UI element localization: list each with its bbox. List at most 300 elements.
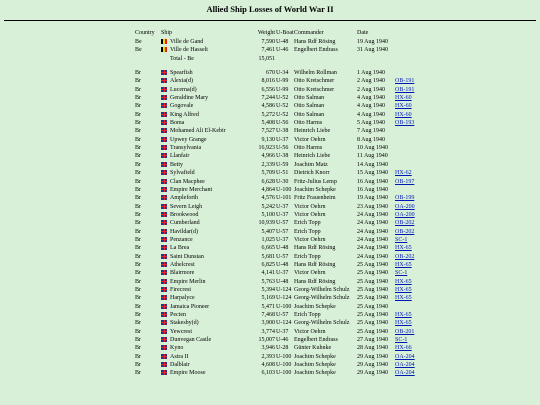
table-row [135, 361, 425, 369]
table-row [135, 102, 425, 110]
date-cell: 19 Aug 1940 [357, 39, 389, 45]
convoy-cell [395, 253, 425, 261]
uboat-cell: U-37 [276, 270, 289, 277]
table-row [135, 86, 425, 94]
convoy-cell [395, 38, 425, 46]
commander-cell: Joachim Schepke [294, 186, 336, 193]
date-cell: 10 Aug 1940 [357, 145, 389, 152]
ship-cell [161, 269, 246, 277]
table-row [135, 219, 425, 227]
convoy-link[interactable]: OB-202 [395, 228, 415, 235]
country-cell: Br [135, 120, 141, 127]
uboat-cell: U-48 [276, 39, 289, 45]
table-row [135, 38, 425, 46]
ship-cell [161, 286, 246, 294]
convoy-link[interactable]: OB-197 [395, 178, 415, 185]
weight-cell: 3,774 [261, 328, 275, 335]
commander-cell: Joachim Schepke [294, 353, 336, 360]
commander-cell: Otto Kretschmer [294, 78, 335, 85]
ship-name: Yewcrest [170, 328, 193, 335]
country-cell: Br [135, 236, 141, 243]
weight-cell: 7,244 [261, 95, 275, 102]
commander-cell: Erich Topp [294, 253, 321, 260]
table-row [135, 261, 425, 269]
ship-name: Gogovale [170, 103, 194, 110]
country-cell: Br [135, 86, 141, 93]
commander-cell: Victor Oehrn [294, 203, 326, 210]
ship-name: Geraldine Mary [170, 95, 209, 102]
uk-flag-icon [161, 120, 167, 125]
convoy-cell [395, 46, 425, 54]
ship-name: Upwey Grange [170, 136, 207, 143]
uboat-cell: U-30 [276, 178, 289, 185]
ship-losses-table [135, 28, 425, 378]
uboat-cell: U-52 [276, 103, 289, 110]
date-cell: 24 Aug 1940 [357, 253, 389, 260]
date-cell: 25 Aug 1940 [357, 328, 389, 335]
convoy-link[interactable]: HX-66 [395, 345, 412, 352]
table-row [135, 244, 425, 252]
weight-cell: 5,169 [261, 295, 275, 302]
table-row [135, 111, 425, 119]
table-row [135, 328, 425, 336]
ship-cell [161, 161, 246, 169]
date-cell: 2 Aug 1940 [357, 86, 386, 93]
convoy-link[interactable]: SC-1 [395, 236, 408, 243]
convoy-link[interactable]: OB-202 [395, 253, 415, 260]
ship-cell [161, 319, 246, 327]
date-cell: 25 Aug 1940 [357, 278, 389, 285]
uboat-cell: U-46 [276, 47, 289, 54]
date-cell: 5 Aug 1940 [357, 120, 386, 127]
ship-cell [161, 344, 246, 352]
convoy-cell [395, 278, 425, 286]
convoy-cell [395, 294, 425, 302]
date-cell: 14 Aug 1940 [357, 161, 389, 168]
uk-flag-icon [161, 112, 167, 117]
convoy-cell [395, 186, 425, 194]
uk-flag-icon [161, 270, 167, 275]
commander-cell: Georg-Wilhelm Schulz [294, 286, 350, 293]
ship-name: Dunvegan Castle [170, 337, 212, 344]
uk-flag-icon [161, 295, 167, 300]
country-cell: Br [135, 362, 141, 369]
ship-cell [161, 46, 246, 54]
table-row [135, 369, 425, 377]
weight-cell: 5,407 [261, 228, 275, 235]
uk-flag-icon [161, 229, 167, 234]
date-cell: 25 Aug 1940 [357, 312, 389, 318]
uboat-cell: U-100 [276, 303, 292, 310]
header-convoy [395, 28, 425, 38]
table-row [135, 228, 425, 236]
ship-cell [161, 38, 246, 46]
weight-cell: 6,628 [261, 178, 275, 185]
uk-flag-icon [161, 128, 167, 133]
convoy-cell [395, 369, 425, 377]
ship-cell [161, 303, 246, 311]
uk-flag-icon [161, 195, 167, 200]
table-row [135, 69, 425, 77]
country-cell: Br [135, 312, 141, 318]
uk-flag-icon [161, 187, 167, 192]
header-country: Country [135, 29, 155, 36]
commander-cell: Wilhelm Rollman [294, 70, 337, 77]
uk-flag-icon [161, 137, 167, 142]
ship-name: Spearfish [170, 70, 193, 77]
ship-cell [161, 353, 246, 361]
ship-name: King Alfred [170, 111, 199, 118]
uboat-cell: U-57 [276, 253, 289, 260]
ship-name: Boma [170, 120, 185, 127]
convoy-link[interactable]: OB-201 [395, 328, 415, 335]
uk-flag-icon [161, 345, 167, 350]
ship-name: Transylvania [170, 145, 202, 152]
date-cell: 24 Aug 1940 [357, 245, 389, 252]
country-cell: Br [135, 128, 141, 135]
convoy-link[interactable]: HX-62 [395, 170, 412, 177]
weight-cell: 5,709 [261, 170, 275, 177]
country-cell: Br [135, 253, 141, 260]
country-cell: Br [135, 245, 141, 252]
ship-name: Severn Leigh [170, 203, 203, 210]
date-cell: 19 Aug 1940 [357, 195, 389, 202]
convoy-link[interactable]: OA-204 [395, 353, 415, 360]
table-row [135, 127, 425, 135]
date-cell: 8 Aug 1940 [357, 136, 386, 143]
uk-flag-icon [161, 370, 167, 375]
ship-name: Lucerna(d) [170, 86, 197, 93]
ship-name: Alexia(d) [170, 78, 193, 85]
ship-name: Pecten [170, 312, 186, 318]
uboat-cell: U-57 [276, 220, 289, 227]
convoy-link[interactable]: HX-60 [395, 95, 412, 102]
ship-cell [161, 77, 246, 85]
convoy-cell [395, 111, 425, 119]
weight-cell: 7,527 [261, 128, 275, 135]
country-cell: Br [135, 170, 141, 177]
ship-name: Brookwood [170, 211, 199, 218]
ship-cell [161, 369, 246, 377]
uk-flag-icon [161, 237, 167, 242]
ship-cell [161, 244, 246, 252]
convoy-cell [395, 86, 425, 94]
ship-cell [161, 294, 246, 302]
commander-cell: Otto Salman [294, 95, 325, 102]
weight-cell: 2,393 [261, 353, 275, 360]
ship-cell [161, 127, 246, 135]
date-cell: 25 Aug 1940 [357, 270, 389, 277]
belgium-flag-icon [161, 47, 167, 52]
uk-flag-icon [161, 212, 167, 217]
uboat-cell: U-37 [276, 236, 289, 243]
commander-cell: Hans Rdf Rösing [294, 278, 336, 285]
uboat-cell: U-100 [276, 353, 292, 360]
country-cell: Br [135, 211, 141, 218]
country-cell: Br [135, 286, 141, 293]
uboat-cell: U-100 [276, 362, 292, 369]
weight-cell: 5,394 [261, 286, 275, 293]
convoy-cell [395, 303, 425, 311]
total-label: Total - Be [170, 55, 194, 62]
weight-cell: 6,556 [261, 86, 275, 93]
ship-cell [161, 111, 246, 119]
ship-name: Clan Macphee [170, 178, 205, 185]
country-cell: Br [135, 145, 141, 152]
table-row [135, 253, 425, 261]
uk-flag-icon [161, 145, 167, 150]
ship-name: Astra II [170, 353, 189, 360]
convoy-link[interactable]: OA-200 [395, 211, 415, 218]
date-cell: 24 Aug 1940 [357, 228, 389, 235]
convoy-cell [395, 136, 425, 144]
uk-flag-icon [161, 179, 167, 184]
commander-cell: Joachim Schepke [294, 370, 336, 377]
title-divider [4, 20, 536, 21]
uboat-cell: U-37 [276, 203, 289, 210]
convoy-link[interactable]: HX-60 [395, 103, 412, 110]
weight-cell: 16,923 [258, 145, 275, 152]
uboat-cell: U-37 [276, 328, 289, 335]
weight-cell: 670 [266, 70, 275, 77]
weight-cell: 2,339 [261, 161, 275, 168]
country-cell: Br [135, 320, 141, 327]
convoy-link[interactable]: SC-1 [395, 337, 408, 344]
ship-cell [161, 236, 246, 244]
convoy-cell [395, 211, 425, 219]
table-row [135, 119, 425, 127]
ship-name: Cumberland [170, 220, 200, 227]
ship-cell [161, 194, 246, 202]
weight-cell: 7,590 [261, 39, 275, 45]
commander-cell: Hans Rdf Rösing [294, 39, 336, 45]
convoy-link[interactable]: SC-1 [395, 270, 408, 277]
date-cell: 24 Aug 1940 [357, 211, 389, 218]
ship-name: Dalblair [170, 362, 190, 369]
ship-cell [161, 69, 246, 77]
weight-cell: 4,608 [261, 362, 275, 369]
ship-name: Ville de Hasselt [170, 47, 208, 54]
convoy-cell [395, 94, 425, 102]
ship-cell [161, 94, 246, 102]
uk-flag-icon [161, 312, 167, 317]
convoy-link[interactable]: OB-191 [395, 78, 415, 85]
ship-name: Penzance [170, 236, 193, 243]
convoy-cell [395, 152, 425, 160]
ship-cell [161, 228, 246, 236]
uboat-cell: U-57 [276, 228, 289, 235]
table-row [135, 203, 425, 211]
convoy-cell [395, 244, 425, 252]
table-row [135, 286, 425, 294]
uk-flag-icon [161, 254, 167, 259]
weight-cell: 5,272 [261, 111, 275, 118]
uk-flag-icon [161, 329, 167, 334]
commander-cell: Otto Harms [294, 120, 323, 127]
ship-cell [161, 178, 246, 186]
uboat-cell: U-124 [276, 295, 292, 302]
ship-cell [161, 152, 246, 160]
commander-cell: Georg-Wilhelm Schulz [294, 295, 350, 302]
convoy-cell [395, 127, 425, 135]
date-cell: 25 Aug 1940 [357, 286, 389, 293]
table-row [135, 336, 425, 344]
convoy-link[interactable]: OB-193 [395, 120, 415, 127]
uboat-cell: U-46 [276, 337, 289, 344]
country-cell: Br [135, 136, 141, 143]
table-row [135, 136, 425, 144]
date-cell: 4 Aug 1940 [357, 111, 386, 118]
country-cell: Br [135, 337, 141, 344]
weight-cell: 6,103 [261, 370, 275, 377]
commander-cell: Dietrich Knorr [294, 170, 330, 177]
uk-flag-icon [161, 304, 167, 309]
uboat-cell: U-48 [276, 278, 289, 285]
convoy-cell [395, 169, 425, 177]
convoy-cell [395, 261, 425, 269]
convoy-link[interactable]: OA-204 [395, 362, 415, 369]
convoy-link[interactable]: HX-65 [395, 312, 412, 318]
uboat-cell: U-34 [276, 70, 289, 77]
country-cell: Br [135, 70, 141, 77]
country-cell: Br [135, 186, 141, 193]
ship-name: Athelcrest [170, 261, 195, 268]
uk-flag-icon [161, 337, 167, 342]
date-cell: 1 Aug 1940 [357, 70, 386, 77]
table-row [135, 46, 425, 54]
uboat-cell: U-101 [276, 195, 292, 202]
ship-cell [161, 169, 246, 177]
convoy-link[interactable]: OA-204 [395, 370, 415, 377]
commander-cell: Joachim Matz [294, 161, 328, 168]
ship-name: Sylvafield [170, 170, 195, 177]
empty-cell [276, 55, 294, 63]
uboat-cell: U-48 [276, 245, 289, 252]
commander-cell: Victor Oehrn [294, 328, 326, 335]
table-row [135, 236, 425, 244]
uk-flag-icon [161, 78, 167, 83]
convoy-cell [395, 269, 425, 277]
table-row [135, 269, 425, 277]
convoy-cell [395, 344, 425, 352]
convoy-link[interactable]: OB-202 [395, 220, 415, 227]
uk-flag-icon [161, 70, 167, 75]
convoy-cell [395, 311, 425, 319]
ship-name: Empire Merlin [170, 278, 206, 285]
ship-cell [161, 102, 246, 110]
convoy-link[interactable]: OB-191 [395, 86, 415, 93]
weight-cell: 3,900 [261, 320, 275, 327]
convoy-link[interactable]: HX-65 [395, 286, 412, 293]
weight-cell: 5,100 [261, 211, 275, 218]
commander-cell: Erich Topp [294, 228, 321, 235]
commander-cell: Victor Oehrn [294, 270, 326, 277]
date-cell: 24 Aug 1940 [357, 236, 389, 243]
convoy-link[interactable]: OA-200 [395, 203, 415, 210]
country-cell: Br [135, 178, 141, 185]
header-weight: Weight [257, 29, 275, 36]
header-date: Date [357, 29, 369, 36]
table-row [135, 319, 425, 327]
date-cell: 29 Aug 1940 [357, 353, 389, 360]
table-header-row [135, 28, 425, 38]
date-cell: 16 Aug 1940 [357, 186, 389, 193]
convoy-link[interactable]: HX-65 [395, 320, 412, 327]
convoy-link[interactable]: OB-199 [395, 195, 415, 202]
weight-cell: 6,825 [261, 261, 275, 268]
uk-flag-icon [161, 220, 167, 225]
weight-cell: 3,946 [261, 345, 275, 352]
convoy-cell [395, 119, 425, 127]
weight-cell: 9,130 [261, 136, 275, 143]
commander-cell: Engelbert Endrass [294, 337, 338, 344]
commander-cell: Otto Salman [294, 103, 325, 110]
convoy-link[interactable]: HX-60 [395, 111, 412, 118]
country-cell: Br [135, 270, 141, 277]
country-cell: Br [135, 95, 141, 102]
commander-cell: Victor Oehrn [294, 236, 326, 243]
uboat-cell: U-37 [276, 136, 289, 143]
country-cell: Br [135, 370, 141, 377]
commander-cell: Joachim Schepke [294, 303, 336, 310]
uk-flag-icon [161, 279, 167, 284]
weight-cell: 8,016 [261, 78, 275, 85]
ship-name: La Brea [170, 245, 190, 252]
uboat-cell: U-124 [276, 320, 292, 327]
weight-cell: 7,468 [261, 312, 275, 318]
ship-name: Harpalyce [170, 295, 195, 302]
country-cell: Br [135, 195, 141, 202]
weight-cell: 6,665 [261, 245, 275, 252]
commander-cell: Hans Rdf Rösing [294, 245, 336, 252]
table-row [135, 211, 425, 219]
ship-cell [161, 219, 246, 227]
convoy-cell [395, 194, 425, 202]
date-cell: 4 Aug 1940 [357, 95, 386, 102]
total-weight: 15,051 [258, 55, 275, 62]
table-row [135, 278, 425, 286]
convoy-link[interactable]: HX-65 [395, 295, 412, 302]
uk-flag-icon [161, 153, 167, 158]
uboat-cell: U-56 [276, 145, 289, 152]
commander-cell: Otto Kretschmer [294, 86, 335, 93]
ship-name: Havildar(d) [170, 228, 198, 235]
commander-cell: Fritz-Julius Lemp [294, 178, 337, 185]
uk-flag-icon [161, 320, 167, 325]
commander-cell: Victor Oehrn [294, 211, 326, 218]
uk-flag-icon [161, 204, 167, 209]
convoy-cell [395, 319, 425, 327]
date-cell: 16 Aug 1940 [357, 178, 389, 185]
weight-cell: 5,763 [261, 278, 275, 285]
uk-flag-icon [161, 103, 167, 108]
date-cell: 24 Aug 1940 [357, 220, 389, 227]
date-cell: 28 Aug 1940 [357, 345, 389, 352]
header-uboat: U-Boat [276, 29, 294, 36]
country-cell: Br [135, 111, 141, 118]
ship-name: Kyno [170, 345, 184, 352]
convoy-link[interactable]: HX-65 [395, 245, 412, 252]
header-ship: Ship [161, 29, 173, 36]
table-row [135, 77, 425, 85]
belgium-flag-icon [161, 39, 167, 44]
empty-cell [357, 55, 395, 63]
convoy-link[interactable]: HX-65 [395, 261, 412, 268]
ship-name: Empire Moose [170, 370, 206, 377]
ship-name: Mohamed Ali El-Kebir [170, 128, 226, 135]
convoy-link[interactable]: HX-65 [395, 278, 412, 285]
convoy-cell [395, 353, 425, 361]
